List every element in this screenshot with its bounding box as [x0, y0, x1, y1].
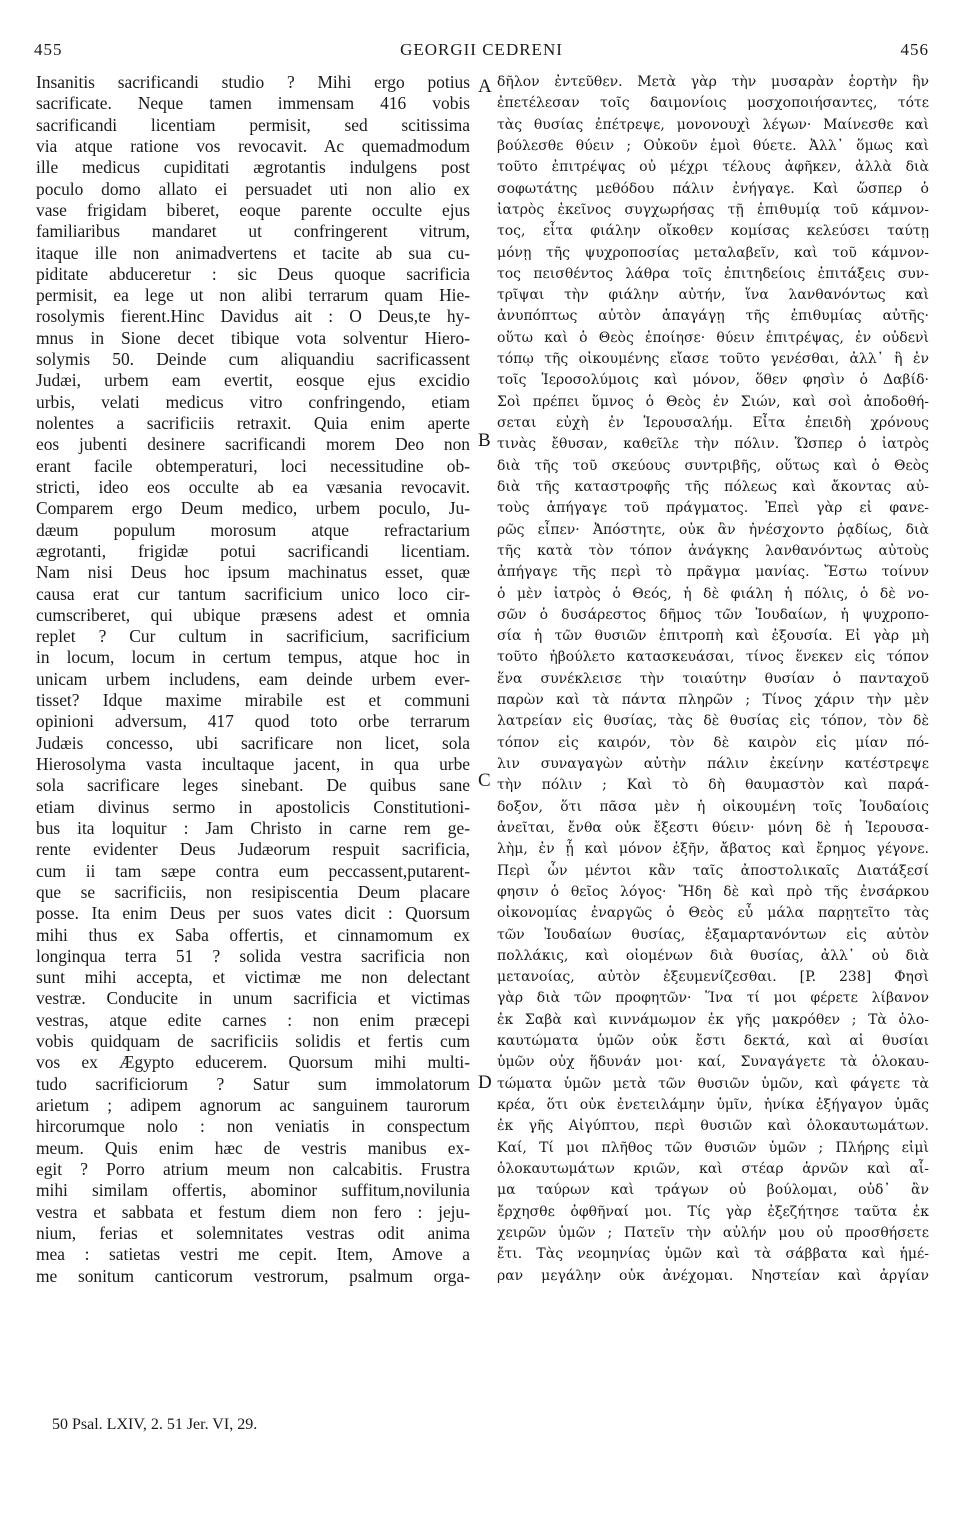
page-number-left: 455 [34, 40, 63, 59]
latin-text-line: Comparem ergo Deum medico, urbem poculo, Ju- [36, 498, 470, 519]
margin-marker-d: D [478, 1072, 492, 1093]
latin-text-line: Judæi, urbem eam evertit, eosque ejus excidio [36, 370, 470, 391]
latin-text-line: longinqua terra 51 ? solida vestra sacrificia non [36, 945, 470, 966]
greek-text-line: λιν συναγαγὼν αὐτὴν πάλιν ἐκείνην κατέστρεψε [497, 756, 929, 772]
latin-text-line: mea : satietas vestri me cepit. Item, Amove a [36, 1244, 470, 1265]
greek-text-line: τοῦτο ἠβούλετο κατασκευάσαι, τίνος ἕνεκεν εἰς τόπον [497, 649, 929, 666]
latin-text-line: in locum, locum in certum tempus, atque hoc in [36, 647, 470, 668]
latin-text-line: que se sacrificiis, non resipiscentia Deum placare [36, 881, 470, 902]
greek-text-line: καυτώματα ὑμῶν οὐκ ἔστι δεκτά, καὶ αἱ θυσίαι [497, 1033, 929, 1050]
latin-text-line: vase frigidam biberet, eoque parente occulte ejus [36, 199, 470, 220]
latin-text-line: Judæis concesso, ubi sacrificare non licet, sola [36, 732, 470, 753]
latin-text-line: posse. Ita enim Deus per suos vates dicit : Quorsum [36, 903, 470, 924]
greek-text-line: παρὼν καὶ τὰ πάντα πληρῶν ; Τίνος χάριν τὴν μὲν [497, 692, 929, 709]
latin-column [36, 72, 470, 1287]
latin-text-line: arietum ; adipem agnorum ac sanguinem taurorum [36, 1095, 470, 1115]
greek-text-line: διὰ τῆς καταστροφῆς τῆς πόλεως καὶ ἄκοντας αὐ- [497, 478, 929, 495]
greek-text-line: λατρείαν εἰς θυσίας, τὰς δὲ θυσίας εἰς τόπον, τὸν δὲ [497, 713, 929, 730]
latin-text-line: sola sacrificare leges sinebant. De quibus sane [36, 775, 470, 796]
greek-text-line: ἐπετέλεσαν τοῖς δαιμονίοις μοσχοποιήσαντες, τότε [497, 95, 929, 112]
greek-text-line: σία ἡ τῶν θυσιῶν ἐπιτροπὴ καὶ ἐξουσία. Εἰ γὰρ μὴ [497, 628, 929, 645]
greek-text-line: τὰς θυσίας ἐπέτρεψε, μονονουχὶ λέγων· Μαίνεσθε καὶ [497, 116, 929, 133]
greek-column [497, 72, 929, 1287]
latin-text-line: cum ii tam sæpe contra eum peccassent,putarent- [36, 860, 470, 881]
greek-text-line: τῶν Ἰουδαίων θυσίας, ἐξαμαρτανόντων εἰς αὐτὸν [497, 926, 929, 943]
greek-text-line: μα ταύρων καὶ τράγων οὐ βούλομαι, οὐδ᾽ ἂν [497, 1182, 929, 1199]
latin-text-line: ægrotanti, frigidæ potui sacrificandi licentiam. [36, 540, 470, 561]
greek-text-line: σῶν ὁ δυσάρεστος δῆμος τῶν Ἰουδαίων, ἡ ψυχροπο- [497, 606, 929, 623]
greek-text-line: ἀνυπόπτως αὐτὸν ἀπαγάγῃ τῆς ἐπιθυμίας αὐτῆς· [497, 308, 929, 325]
latin-text-line: familiaribus mandaret ut confringerent vitrum, [36, 221, 470, 242]
latin-text-line: itaque ille non animadvertens et tacite ab sua cu- [36, 242, 470, 263]
greek-text-line: σεται εὐχὴ ἐν Ἱερουσαλήμ. Εἶτα ἐπειδὴ χρόνους [497, 415, 929, 431]
greek-text-line: ρῶς εἶπεν· Ἀπόστητε, οὐκ ἂν ἠνέσχοντο ῥᾳδίως, διὰ [497, 521, 929, 538]
greek-text-line: τοῖς Ἱεροσολύμοις καὶ μόνον, ὅθεν φησὶν ὁ Δαβίδ· [497, 372, 929, 389]
latin-text-line: sunt mihi accepta, et victimæ me non delectant [36, 967, 470, 988]
greek-text-line: τῆς κατὰ τὸν τόπον ἀνάγκης λανθανόντως αὐτοὺς [497, 542, 929, 559]
latin-text-line: Hierosolyma vasta incultaque jacent, in qua urbe [36, 754, 470, 774]
latin-text-line: rosolymis fierent.Hinc Davidus ait : O Deus,te hy- [36, 306, 470, 327]
greek-text-line: φησιν ὁ θεῖος λόγος· Ἤδη δὲ καὶ πρὸ τῆς ἐνσάρκου [497, 883, 929, 900]
latin-text-line: Nam nisi Deus hoc ipsum machinatus esset, quæ [36, 562, 470, 583]
margin-marker-c: C [478, 770, 491, 791]
latin-text-line: vestra et sabbata et festum diem non fero : jeju- [36, 1201, 470, 1222]
greek-text-line: μετανοίας, αὐτὸν ἐξευμενίζεσθαι. [P. 238] Φησὶ [497, 969, 929, 986]
latin-text-line: meum. Quis enim hæc de vestris manibus ex- [36, 1137, 470, 1158]
greek-text-line: ἀνεῖται, ἔνθα οὐκ ἔξεστι θύειν· μόνη δὲ ἡ Ἱερουσα- [497, 819, 929, 836]
greek-text-line: ὑμῶν οὐχ ἥδυνάν μοι· καί, Συναγάγετε τὰ ὁλοκαυ- [497, 1054, 929, 1071]
latin-text-line: me sonitum canticorum vestrorum, psalmum orga- [36, 1265, 470, 1286]
greek-text-line: ἀπήγαγε τῆς περὶ τὸ πρᾶγμα μανίας. Ἔστω τοίνυν [497, 564, 929, 581]
greek-text-line: μόνῃ τῆς ψυχροποσίας μεταλαβεῖν, καὶ τοῦ κάμνον- [497, 244, 929, 261]
latin-text-line: erant facile obtemperaturi, loci necessitudine ob- [36, 455, 470, 476]
greek-text-line: τινὰς ἔθυσαν, καθεῖλε τὴν πόλιν. Ὥσπερ ὁ ἰατρὸς [497, 436, 929, 453]
greek-text-line: Καί, Τί μοι πλῆθος τῶν θυσιῶν ὑμῶν ; Πλήρης εἰμὶ [497, 1139, 929, 1156]
greek-text-line: ἔτι. Τὰς νεομηνίας ὑμῶν καὶ τὰ σάββατα καὶ ἡμέ- [497, 1246, 929, 1263]
latin-text-line: vos ex Ægypto educerem. Quorsum mihi multi- [36, 1052, 470, 1073]
greek-text-line: ὁ μὲν ἰατρὸς ὁ Θεός, ἡ δὲ φιάλη ἡ πόλις, ὁ δὲ νο- [497, 585, 929, 602]
greek-text-line: Περὶ ὧν μέντοι κἂν ταῖς ἀποστολικαῖς Διατάξεσί [497, 862, 929, 879]
greek-text-line: τὴν πόλιν ; Καὶ τὸ δὴ θαυμαστὸν καὶ παρά- [497, 777, 929, 794]
greek-text-line: ἐκ Σαβὰ καὶ κιννάμωμον ἐκ γῆς μακρόθεν ; Τὰ ὁλο- [497, 1011, 929, 1028]
greek-text-line: ὁλοκαυτωμάτων κριῶν, καὶ στέαρ ἀρνῶν καὶ αἷ- [497, 1160, 929, 1177]
latin-text-line: urbis, velati medicus vitro confringendo, etiam [36, 391, 470, 412]
greek-text-line: τοὺς ἀπήγαγε τοῦ πράγματος. Ἐπεὶ γὰρ εἰ φανε- [497, 500, 929, 517]
greek-text-line: τος πεισθέντος λάθρα τοῖς ἐπιτηδείοις ἐπιτάξεις συν- [497, 265, 929, 282]
latin-text-line: permisit, ea lege ut non alibi terrarum quam Hie- [36, 285, 470, 306]
latin-text-line: dæum populum morosum atque refractarium [36, 519, 470, 540]
greek-text-line: ἔρχησθε ὀφθῆναί μοι. Τίς γὰρ ἐξεζήτησε ταῦτα ἐκ [497, 1203, 929, 1220]
greek-text-line: δοξον, ὅτι πᾶσα μὲν ἡ οἰκουμένη τοῖς Ἰουδαίοις [497, 798, 929, 815]
latin-text-line: etiam divinus sermo in apostolicis Constitutioni- [36, 796, 470, 817]
latin-text-line: vobis quidquam de sacrificiis solidis et fertis cum [36, 1031, 470, 1052]
greek-text-line: τώματα ὑμῶν μετὰ τῶν θυσιῶν ὑμῶν, καὶ φάγετε τὰ [497, 1075, 929, 1092]
running-header [34, 40, 929, 64]
greek-text-line: ἰατρὸς ἐκεῖνος συγχωρήσας τῇ ἐπιθυμίᾳ τοῦ κάμνον- [497, 201, 929, 218]
footnote: 50 Psal. LXIV, 2. 51 Jer. VI, 29. [52, 1416, 258, 1433]
latin-text-line: mnus in Sione decet tibique vota solventur Hiero- [36, 327, 470, 348]
greek-text-line: τοῦτο ἐπιτρέψας οὐ μέχρι τέλους ἀφῆκεν, ἀλλὰ διὰ [497, 159, 929, 176]
latin-text-line: nium, ferias et solemnitates vestras odit anima [36, 1222, 470, 1243]
latin-text-line: nolentes a sacrificiis retraxit. Quia enim aperte [36, 413, 470, 433]
greek-text-line: λὴμ, ἐν ᾗ καὶ μόνον ἐξῆν, ἄβατος καὶ ἔρημος γέγονε. [497, 841, 929, 858]
greek-text-line: τόπον εἰς καιρόν, τὸν δὲ καιρὸν εἰς μίαν πό- [497, 734, 929, 751]
latin-text-line: eos jubenti desinere sacrificandi morem Deo non [36, 434, 470, 455]
latin-text-line: replet ? Cur cultum in sacrificium, sacrificium [36, 626, 470, 647]
latin-text-line: piditate abduceretur : sic Deus quoque sacrificia [36, 263, 470, 284]
latin-text-line: cumscriberet, qui ubique præsens adest et omnia [36, 604, 470, 625]
greek-text-line: Σοὶ πρέπει ὕμνος ὁ Θεὸς ἐν Σιών, καὶ σοὶ ἀποδοθή- [497, 393, 929, 410]
greek-text-line: οὕτω καὶ ὁ Θεὸς ἐποίησε· θύειν ἐπιτρέψας, ἐν οὐδενὶ [497, 329, 929, 346]
greek-text-line: σοφωτάτης μεθόδου πάλιν ἐνήγαγε. Καὶ ὥσπερ ὁ [497, 180, 929, 197]
latin-text-line: sacrificandi licentiam permisit, sed scitissima [36, 114, 470, 135]
latin-text-line: tisset? Idque maxime mirabile est et communi [36, 690, 470, 711]
greek-text-line: ραν μεγάλην οὐκ ἀνέχομαι. Νηστείαν καὶ ἀργίαν [497, 1267, 929, 1284]
greek-text-line: τος, εἶτα φιάλην οἴκοθεν κομίσας κελεύσει ταύτῃ [497, 223, 929, 240]
latin-text-line: poculo domo allato ei persuadet uti non alio ex [36, 178, 470, 199]
latin-text-line: sacrificate. Neque tamen immensam 416 vobis [36, 93, 470, 114]
latin-text-line: stricti, ideo eos occulte ab ea væsania revocavit. [36, 476, 470, 497]
greek-text-line: ἐκ γῆς Αἰγύπτου, περὶ θυσιῶν καὶ ὁλοκαυτωμάτων. [497, 1118, 929, 1135]
latin-text-line: solymis 50. Deinde cum aliquandiu sacrificassent [36, 349, 470, 370]
latin-text-line: opinioni adversum, 417 quod toto orbe terrarum [36, 711, 470, 732]
greek-text-line: ἕνα συνέκλεισε τὴν τοιαύτην θυσίαν ὁ πανταχοῦ [497, 670, 929, 687]
greek-text-line: κρέα, ὅτι οὐκ ἐνετειλάμην ὑμῖν, ἡνίκα ἐξήγαγον ὑμᾶς [497, 1097, 929, 1113]
greek-text-line: τρῖψαι τὴν φιάλην αὐτήν, ἵνα λανθανόντως καὶ [497, 287, 929, 304]
latin-text-line: rente evidenter Deus Judæorum respuit sacrificia, [36, 839, 470, 860]
latin-text-line: causa erat cur tantum sacrificium unico loco cir- [36, 583, 470, 604]
greek-text-line: διὰ τῆς τοῦ σκεύους συντριβῆς, οὕτως καὶ ὁ Θεὸς [497, 457, 929, 474]
margin-marker-a: A [478, 76, 492, 97]
latin-text-line: mihi similam offertis, abominor suffitum,novilunia [36, 1180, 470, 1201]
latin-text-line: hircorumque nolo : non veniatis in conspectum [36, 1116, 470, 1137]
latin-text-line: vestræ. Conducite in unum sacrificia et victimas [36, 988, 470, 1009]
latin-text-line: ille medicus cupiditati ægrotantis indulgens post [36, 157, 470, 178]
latin-text-line: Insanitis sacrificandi studio ? Mihi ergo potius [36, 72, 470, 92]
greek-text-line: δῆλον ἐντεῦθεν. Μετὰ γὰρ τὴν μυσαρὰν ἑορτὴν ἣν [497, 74, 929, 90]
greek-text-line: βούλεσθε θύειν ; Οὐκοῦν ἐμοὶ θύετε. Ἀλλ᾽ ὅμως καὶ [497, 137, 929, 154]
greek-text-line: τόπῳ τῆς οἰκουμένης εἴασε τοῦτο γενέσθαι, ἀλλ᾽ ἢ ἐν [497, 351, 929, 368]
latin-text-line: bus ita loquitur : Jam Christo in carne rem ge- [36, 817, 470, 838]
greek-text-line: πολλάκις, καὶ οἰομένων διὰ θυσίας, ἀλλ᾽ οὐ διὰ [497, 947, 929, 964]
latin-text-line: unicam urbem includens, eam deinde urbem ever- [36, 668, 470, 689]
greek-text-line: γὰρ διὰ τῶν προφητῶν· Ἵνα τί μοι φέρετε λίβανον [497, 990, 929, 1007]
page-number-right: 456 [900, 40, 929, 59]
latin-text-line: via atque ratione vos revocavit. Ac quemadmodum [36, 135, 470, 156]
latin-text-line: egit ? Porro atrium meum non calcabitis. Frustra [36, 1158, 470, 1179]
latin-text-line: tudo sacrificiorum ? Satur sum immolatorum [36, 1073, 470, 1094]
greek-text-line: χειρῶν ὑμῶν ; Πατεῖν τὴν αὐλήν μου οὐ προσθήσετε [497, 1224, 929, 1241]
running-title: GEORGII CEDRENI [400, 40, 563, 59]
margin-marker-b: B [478, 430, 491, 451]
latin-text-line: vestras, atque edite carnes : non enim præcepi [36, 1009, 470, 1030]
greek-text-line: οἰκονομίας ἐναργῶς ὁ Θεὸς εὖ μάλα παρῃτεῖτο τὰς [497, 905, 929, 922]
latin-text-line: mihi thus ex Saba offertis, et cinnamomum ex [36, 924, 470, 945]
